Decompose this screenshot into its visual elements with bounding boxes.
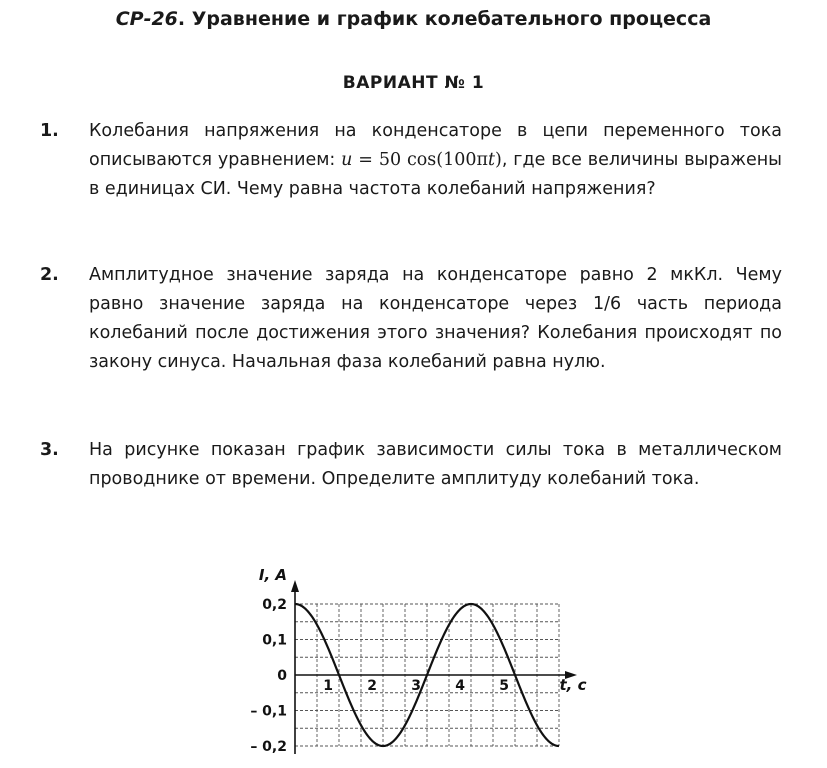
task-text: Амплитудное значение заряда на конденсаторе равно 2 мкКл. Чему равно значение заряда на конденсаторе через 1/6 часть периода колебаний после достижения этого значения? Колебания происходят по закону синуса. Начальная фаза колебаний равна нулю.: [89, 265, 782, 372]
formula-variable: u: [341, 150, 353, 170]
formula-end: ): [495, 150, 502, 170]
worksheet-code: СР-26: [115, 8, 178, 30]
x-tick-label: 4: [455, 678, 465, 694]
variant-heading: ВАРИАНТ № 1: [342, 73, 485, 93]
voltage-formula: [341, 150, 502, 170]
x-axis-title: t, с: [559, 676, 587, 694]
task-2: [40, 261, 782, 377]
task-number: 2.: [40, 265, 59, 285]
y-tick-label: 0,2: [262, 597, 287, 613]
y-axis-title: I, А: [258, 566, 287, 584]
task-1: [40, 117, 782, 204]
y-tick-label: 0: [277, 668, 287, 684]
formula-middle: = 50 cos(100π: [352, 150, 488, 170]
y-axis-arrow: [291, 580, 299, 592]
x-tick-label: 2: [367, 678, 377, 694]
formula-time: t: [488, 150, 496, 170]
y-tick-label: – 0,1: [250, 703, 287, 720]
graph-labels: [250, 566, 586, 755]
task-text: На рисунке показан график зависимости силы тока в металлическом проводнике от времени. Определите амплитуду колебаний тока.: [89, 440, 782, 489]
worksheet-title-text: . Уравнение и график колебательного процесса: [177, 8, 712, 30]
graph-axes: [291, 580, 577, 754]
x-tick-label: 3: [411, 678, 421, 694]
x-tick-label: 5: [499, 678, 509, 694]
y-tick-label: – 0,2: [250, 739, 287, 755]
x-tick-label: 1: [323, 678, 333, 694]
y-tick-label: 0,1: [262, 632, 287, 649]
current-time-graph: [230, 548, 587, 763]
task-number: 1.: [40, 121, 59, 141]
task-number: 3.: [40, 440, 59, 460]
task-text-before: Колебания напряжения на конденсаторе в цепи переменного тока описываются уравнением:: [89, 121, 782, 170]
task-text-after: , где все величины выражены в единицах СИ. Чему равна частота колебаний напряжения?: [89, 150, 782, 199]
task-3: [40, 436, 782, 494]
worksheet-title: [0, 8, 827, 30]
task-text: [89, 117, 782, 204]
